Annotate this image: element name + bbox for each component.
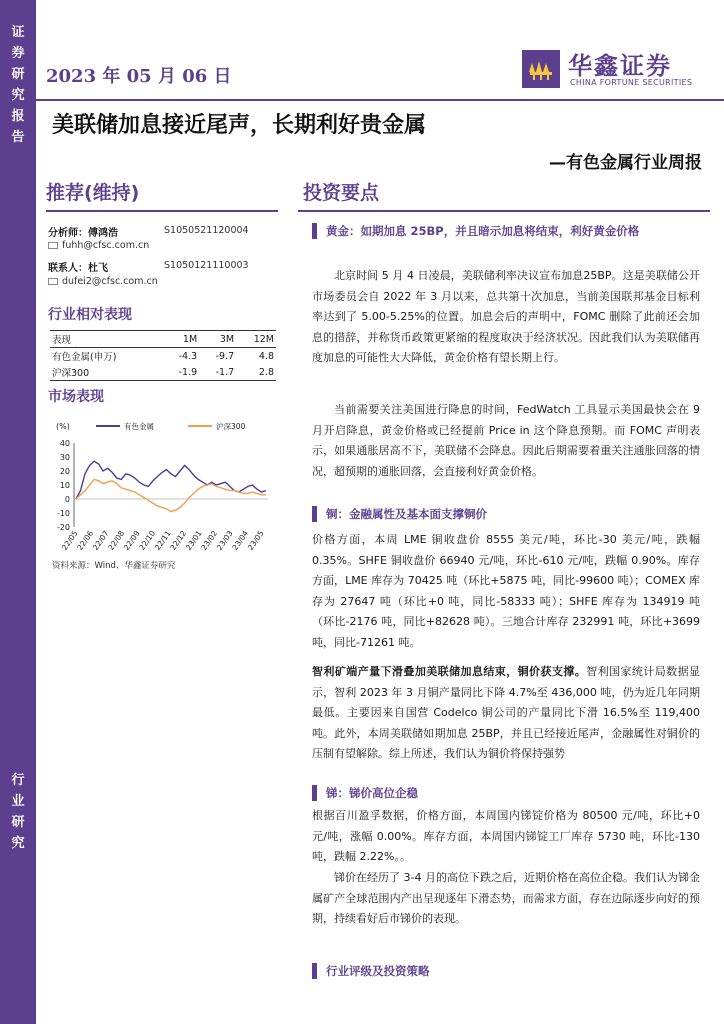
copper-paragraph-2: 智利矿端产量下滑叠加美联储加息结束，铜价获支撑。智利国家统计局数据显示，智利 2023 年 3 月铜产量同比下降 4.7%至 436,000 吨，仍为近几年同期最低。主要因来自国营 Codelco 铜公司的产量同比下滑 16.5%至 119,400 吨。此外，本周美联储如期加息 25BP，并且已经接近尾声，金融属性对铜价的压制有望解除。综上所述，我们认为铜价将保持强势: [312, 665, 701, 760]
rating-label: 推荐(维持): [46, 182, 140, 204]
x-tick-label: 22/10: [137, 528, 158, 552]
x-tick-label: 22/11: [152, 528, 173, 552]
x-tick-label: 23/02: [199, 528, 220, 552]
table-header-row: 表现 1M 3M 12M: [50, 331, 276, 348]
rating-divider: [46, 210, 278, 212]
x-tick-label: 22/06: [75, 528, 96, 552]
invest-section-title: 投资要点: [303, 182, 380, 204]
perf-table: [50, 330, 276, 381]
y-tick-label: 30: [59, 453, 70, 462]
logo-text-en: CHINA FORTUNE SECURITIES: [570, 78, 693, 87]
table-row: 有色金属(申万) -4.3 -9.7 4.8: [52, 350, 274, 363]
report-title: 美联储加息接近尾声，长期利好贵金属: [52, 112, 427, 138]
series-line: [76, 479, 266, 511]
sidebar-label-bottom: 行 业 研 究: [11, 773, 25, 851]
x-tick-label: 23/04: [230, 528, 251, 552]
market-section-title: 市场表现: [48, 389, 104, 405]
x-tick-label: 22/05: [59, 528, 80, 552]
legend-label: 有色金属: [124, 422, 154, 431]
rating-strategy-heading: 行业评级及投资策略: [312, 960, 707, 982]
header-divider: [36, 99, 724, 101]
invest-divider: [298, 210, 710, 212]
x-tick-label: 22/07: [90, 528, 111, 552]
x-tick-label: 23/01: [183, 528, 204, 552]
series-line: [76, 461, 266, 499]
sidebar-label-top: 证 券 研 究 报 告: [11, 25, 25, 145]
mail-icon: [48, 242, 58, 249]
antimony-paragraph-2: 锑价在经历了 3-4 月的高位下跌之后，近期价格在高位企稳。我们认为锑金属矿产全球范围内产出呈现逐年下滑态势，而需求方面，存在边际逐步向好的预期，持续看好后市锑价的表现。: [312, 871, 700, 925]
y-tick-label: 40: [59, 439, 70, 448]
x-tick-label: 22/09: [121, 528, 142, 552]
report-subtitle: —有色金属行业周报: [549, 153, 702, 173]
y-tick-label: -10: [56, 509, 70, 518]
y-tick-label: 20: [59, 467, 70, 476]
gold-paragraph-2: 当前需要关注美国进行降息的时间，FedWatch 工具显示美国最快会在 9 月开启降息，黄金价格或已经提前 Price in 这个降息预期。而 FOMC 声明表示，如果通胀居高不下，美联储不会降息。因此后期需要着重关注通胀回落的情况，超预期的通胀回落，会直接利好黄金价格。: [312, 403, 700, 478]
gold-paragraph-1: 北京时间 5 月 4 日凌晨，美联储利率决议宣布加息25BP。这是美联储公开市场委员会自 2022 年 3 月以来，总共第十次加息，当前美国联邦基金目标利率达到了 5.00-5.25%的位置。加息会后的声明中，FOMC 删除了此前还会加息的措辞，并称货币政策更紧缩的程度取决于经济状况。因此我们认为美联储再度加息的可能性大大降低，黄金价格有望长期上行。: [312, 269, 700, 364]
mail-icon: [48, 278, 58, 285]
market-chart: [46, 415, 278, 560]
copper-paragraph-1: 价格方面，本周 LME 铜收盘价 8555 美元/吨，环比-30 美元/吨，跌幅 0.35%。SHFE 铜收盘价 66940 元/吨，环比-610 元/吨，跌幅 0.90%。库存方面，LME 库存为 70425 吨（环比+5875 吨，同比-99600 吨）；COMEX 库存为 27647 吨（环比+0 吨，同比-58333 吨）；SHFE 库存为 134919 吨（环比-2176 吨，同比+82628 吨）。三地合计库存 232991 吨，环比+3699 吨，同比-71261 吨。: [312, 533, 700, 649]
contact-email: dufei2@cfsc.com.cn: [48, 276, 158, 287]
x-tick-label: 22/12: [168, 528, 189, 552]
sidebar: [0, 0, 36, 1024]
table-row: 沪深300 -1.9 -1.7 2.8: [50, 364, 276, 381]
copper-heading: 铜：金融属性及基本面支撑铜价: [312, 503, 707, 525]
antimony-heading: 锑：锑价高位企稳: [312, 782, 707, 804]
x-tick-label: 23/05: [245, 528, 266, 552]
analyst-row: 分析师：傅鸿浩: [48, 228, 118, 239]
y-tick-label: 0: [64, 495, 70, 504]
logo-text-cn: 华鑫证券: [568, 52, 672, 80]
x-tick-label: 22/08: [106, 528, 127, 552]
y-tick-label: -20: [56, 523, 70, 532]
contact-code: S1050121110003: [164, 260, 249, 271]
y-tick-label: 10: [59, 481, 70, 490]
gold-heading: 黄金：如期加息 25BP，并且暗示加息将结束，利好黄金价格: [312, 220, 707, 242]
company-logo-icon: [522, 50, 560, 88]
x-tick-label: 23/03: [214, 528, 235, 552]
perf-section-title: 行业相对表现: [48, 307, 132, 323]
chart-source: 资料来源：Wind、华鑫证券研究: [52, 561, 176, 571]
antimony-paragraph-1: 根据百川盈孚数据，价格方面，本周国内锑锭价格为 80500 元/吨，环比+0 元/吨，涨幅 0.00%。库存方面，本周国内锑锭工厂库存 5730 吨，环比-130 吨，跌幅 2.22%。。: [312, 809, 700, 863]
legend-label: 沪深300: [216, 422, 246, 431]
contact-row: 联系人：杜飞: [48, 263, 108, 274]
analyst-email: fuhh@cfsc.com.cn: [48, 240, 149, 251]
y-axis-label: (%): [56, 422, 70, 431]
analyst-code: S1050521120004: [164, 225, 249, 236]
report-date: 2023 年 05 月 06 日: [46, 66, 232, 87]
